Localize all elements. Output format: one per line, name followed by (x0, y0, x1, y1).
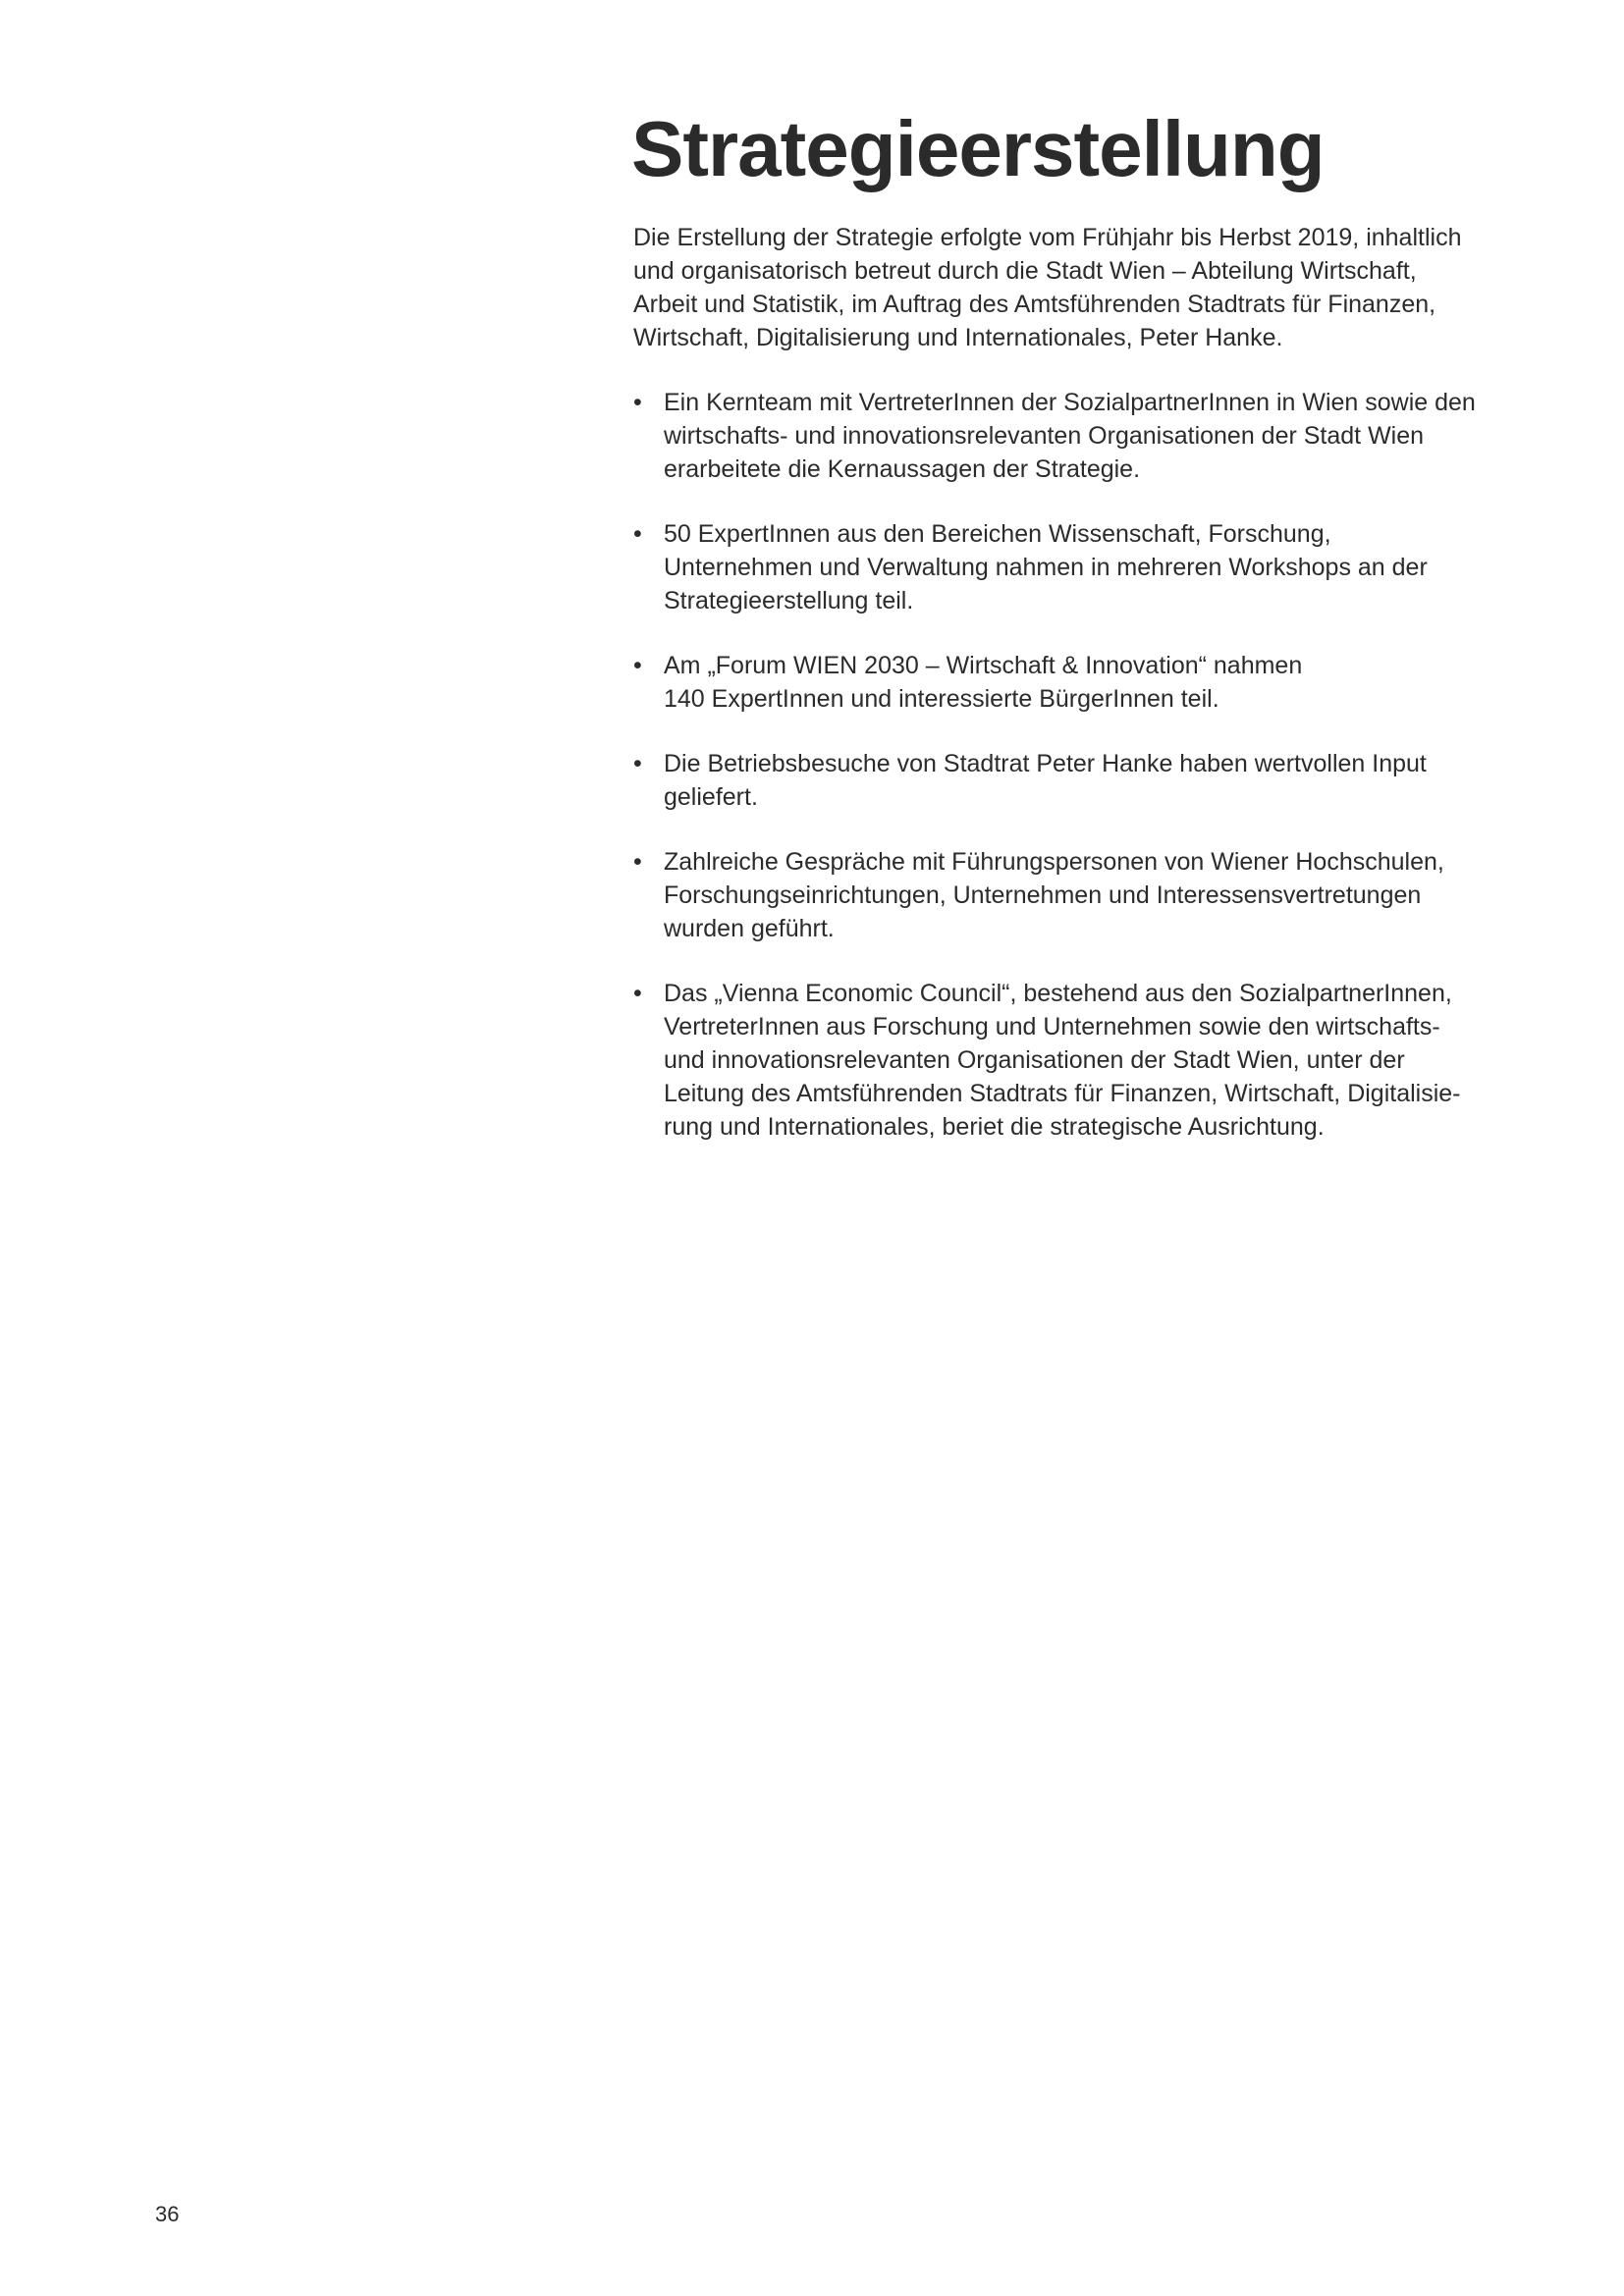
list-item (633, 649, 1476, 716)
list-item-line: rung und Internationales, beriet die strategische Ausrichtung. (664, 1113, 1325, 1141)
list-item-line: Unternehmen und Verwaltung nahmen in mehreren Workshops an der (664, 554, 1428, 581)
list-item-line: wirtschafts- und innovationsrelevanten Organisationen der Stadt Wien (664, 422, 1425, 450)
intro-line: Arbeit und Statistik, im Auftrag des Amtsführenden Stadtrats für Finanzen, (633, 291, 1436, 318)
list-item (633, 977, 1476, 1144)
list-item (633, 845, 1476, 945)
bullet-icon: • (633, 652, 642, 679)
intro-paragraph (633, 221, 1461, 354)
intro-line: Die Erstellung der Strategie erfolgte vom Frühjahr bis Herbst 2019, inhaltlich (633, 224, 1462, 251)
list-item-line: Ein Kernteam mit VertreterInnen der SozialpartnerInnen in Wien sowie den (664, 389, 1476, 416)
list-item-line: geliefert. (664, 783, 758, 811)
page-number: 36 (155, 2202, 180, 2226)
bullet-icon: • (633, 389, 642, 416)
list-item-line: Die Betriebsbesuche von Stadtrat Peter Hanke haben wertvollen Input (664, 750, 1427, 777)
bullet-icon: • (633, 848, 642, 876)
list-item (633, 517, 1476, 617)
list-item-line: 50 ExpertInnen aus den Bereichen Wissenschaft, Forschung, (664, 520, 1331, 548)
list-item-line: VertreterInnen aus Forschung und Unternehmen sowie den wirtschafts- (664, 1013, 1440, 1041)
list-item-line: Forschungseinrichtungen, Unternehmen und Interessensvertretungen (664, 881, 1422, 909)
list-item-line: Das „Vienna Economic Council“, bestehend aus den SozialpartnerInnen, (664, 980, 1452, 1007)
bullet-icon: • (633, 980, 642, 1007)
bullet-icon: • (633, 750, 642, 777)
list-item (633, 386, 1476, 486)
list-item-line: Leitung des Amtsführenden Stadtrats für Finanzen, Wirtschaft, Digitalisie- (664, 1080, 1461, 1107)
list-item-line: Zahlreiche Gespräche mit Führungspersonen von Wiener Hochschulen, (664, 848, 1444, 876)
bullet-icon: • (633, 520, 642, 548)
intro-line: Wirtschaft, Digitalisierung und Internationales, Peter Hanke. (633, 324, 1283, 351)
list-item-line: 140 ExpertInnen und interessierte BürgerInnen teil. (664, 685, 1219, 713)
list-item-line: Strategieerstellung teil. (664, 587, 914, 614)
list-item-line: wurden geführt. (664, 915, 835, 942)
list-item (633, 747, 1476, 814)
intro-line: und organisatorisch betreut durch die Stadt Wien – Abteilung Wirtschaft, (633, 257, 1417, 285)
bullet-list (633, 386, 1476, 1175)
page-title: Strategieerstellung (631, 105, 1325, 192)
list-item-line: und innovationsrelevanten Organisationen der Stadt Wien, unter der (664, 1046, 1405, 1074)
list-item-line: erarbeitete die Kernaussagen der Strategie. (664, 455, 1141, 483)
list-item-line: Am „Forum WIEN 2030 – Wirtschaft & Innovation“ nahmen (664, 652, 1303, 679)
